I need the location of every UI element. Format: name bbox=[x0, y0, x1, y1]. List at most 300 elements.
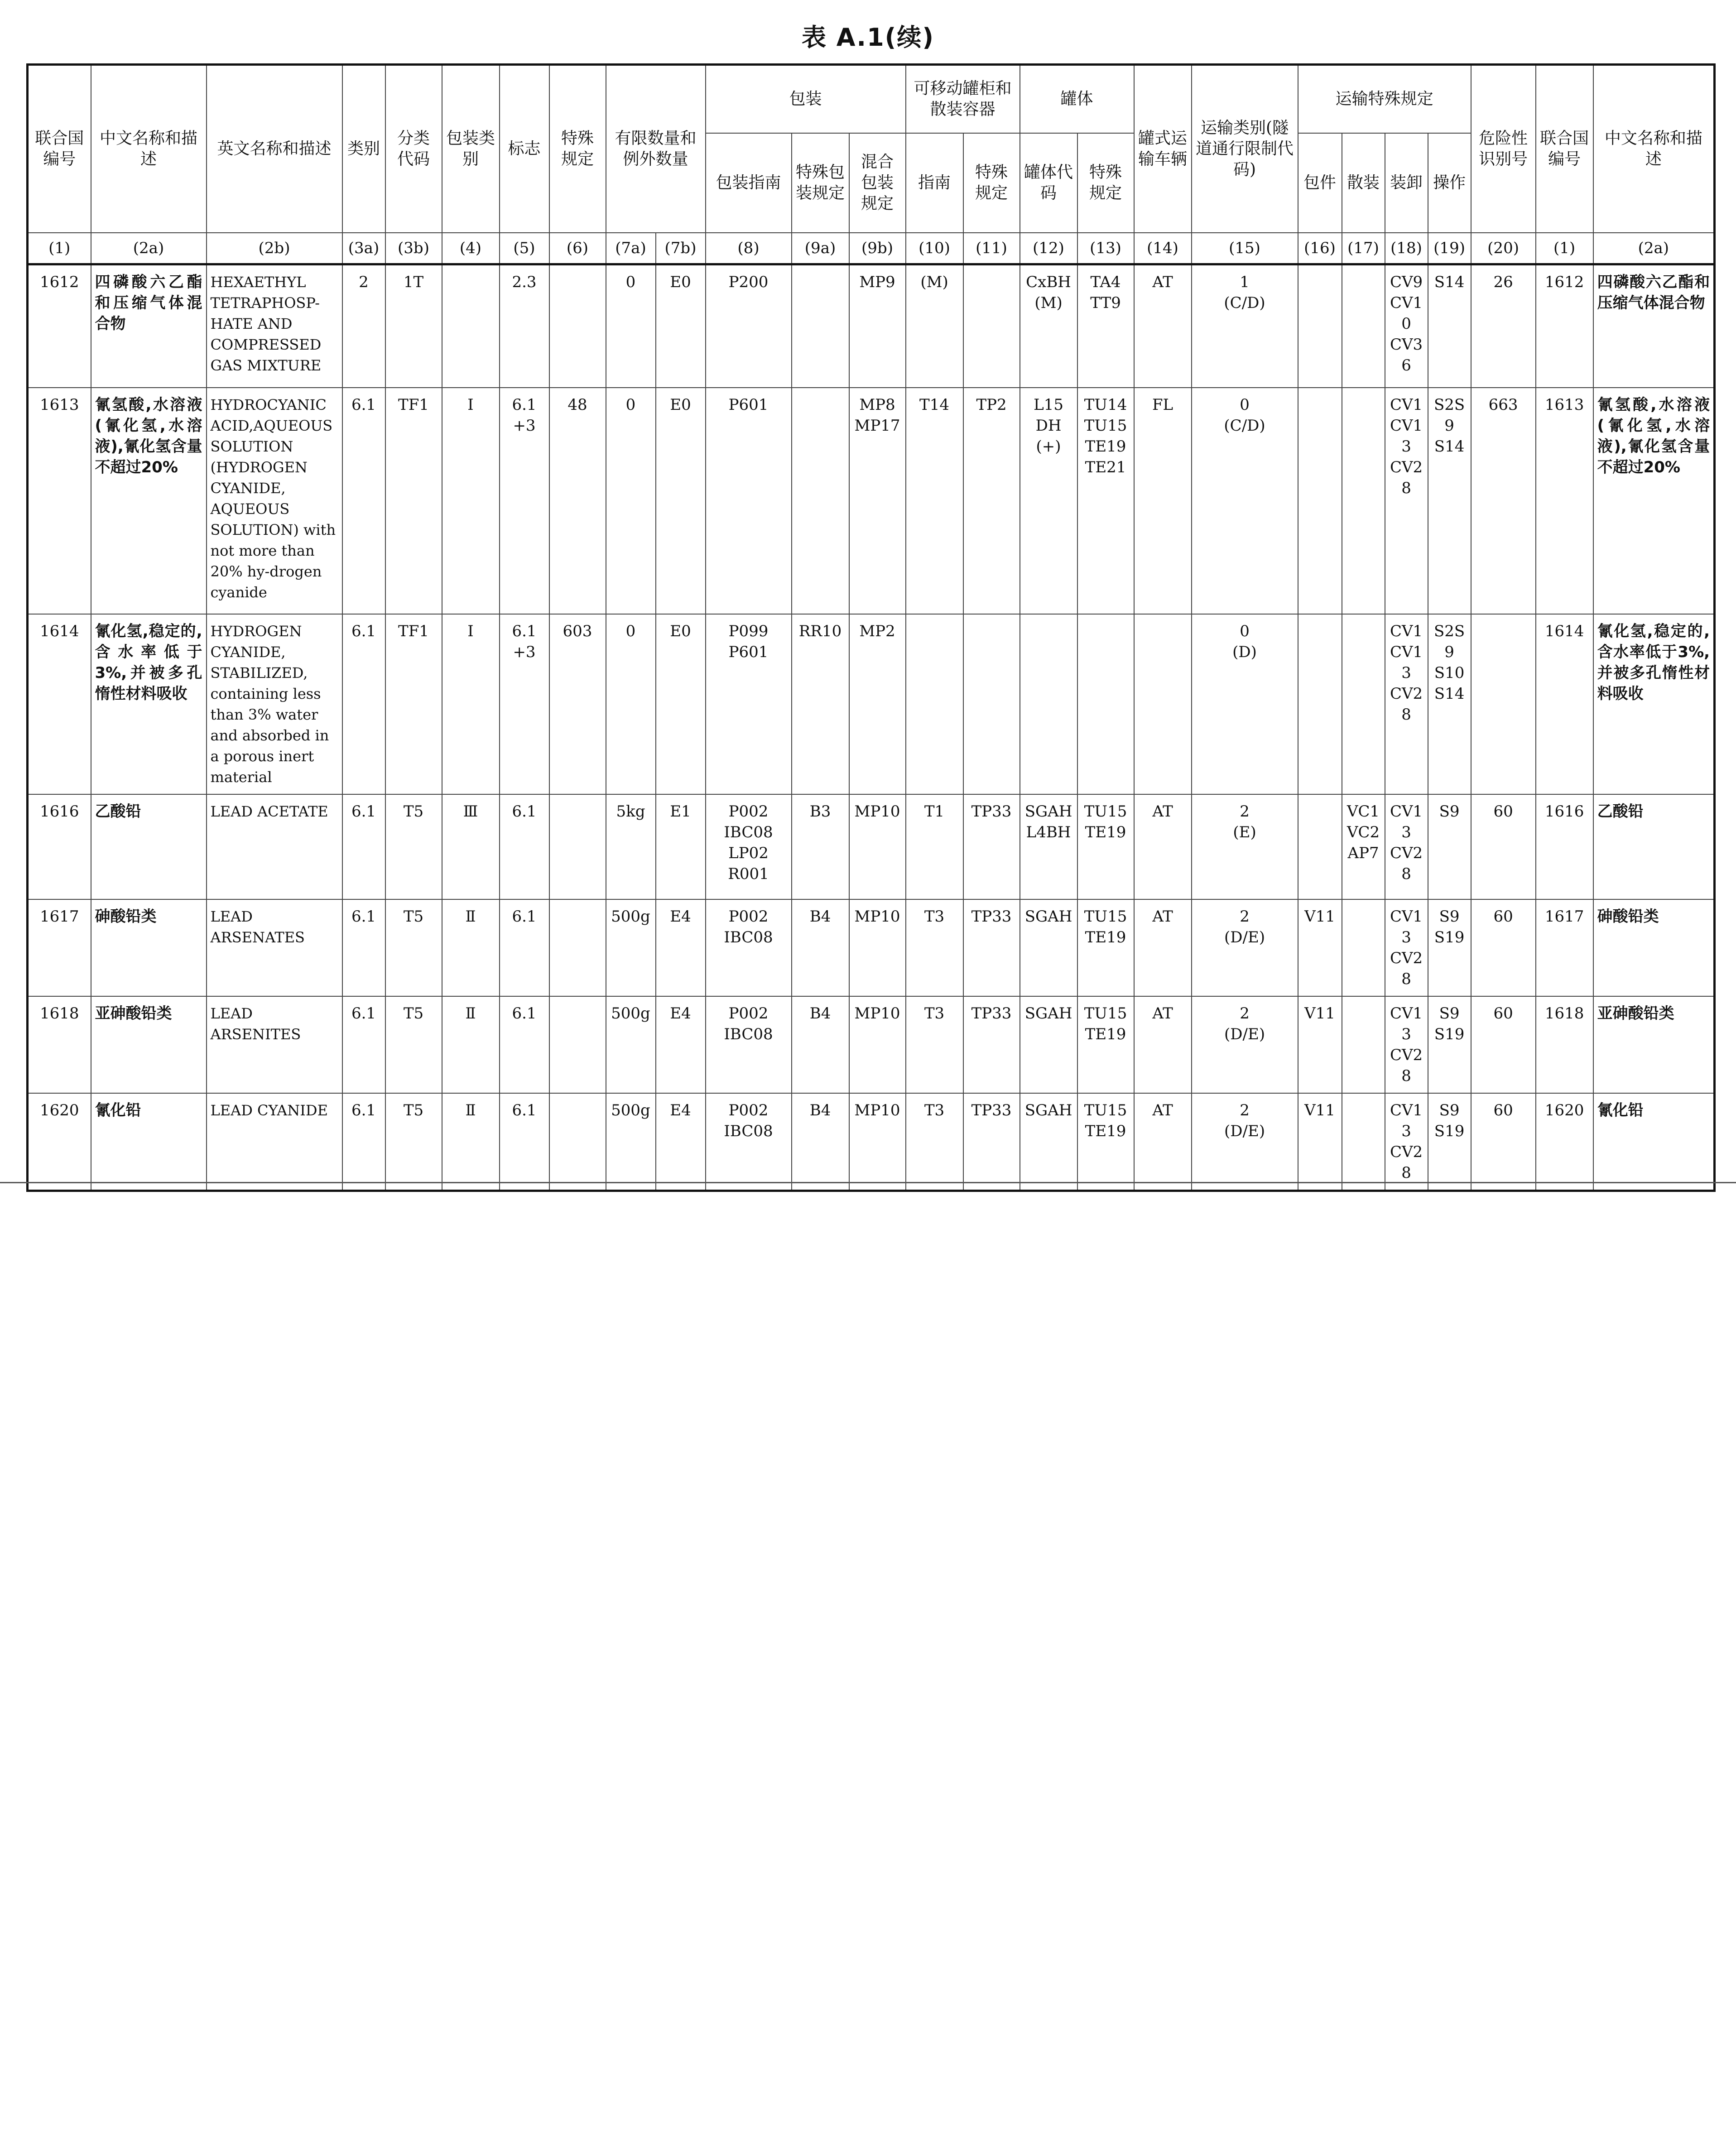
mixed-packing-line: MP17 bbox=[854, 416, 900, 435]
tank-vehicle-cell: AT bbox=[1134, 899, 1192, 996]
packing-group-cell: Ⅱ bbox=[442, 996, 500, 1093]
tank-code-line: SGAH bbox=[1024, 802, 1072, 821]
transport-category-line: 2 bbox=[1240, 802, 1250, 821]
packing-instr-line: IBC08 bbox=[724, 928, 773, 946]
labels-line: 6.1 bbox=[512, 395, 537, 414]
tank-code-cell bbox=[1020, 388, 1077, 614]
header-transport-category: 运输类别(隧道通行限制代码) bbox=[1192, 65, 1298, 233]
column-number: (11) bbox=[963, 233, 1020, 264]
pt-special-cell: TP33 bbox=[963, 794, 1020, 899]
un-no-cell: 1613 bbox=[28, 388, 91, 614]
column-number: (13) bbox=[1077, 233, 1134, 264]
ts-loading-line: CV13 bbox=[1390, 907, 1423, 946]
un-no-cell: 1617 bbox=[28, 899, 91, 996]
tank-code-cell bbox=[1020, 614, 1077, 794]
transport-category-line: (D) bbox=[1232, 643, 1257, 661]
column-number: (12) bbox=[1020, 233, 1077, 264]
tank-code-line: (+) bbox=[1036, 437, 1061, 456]
excepted-qty-cell: E4 bbox=[656, 899, 706, 996]
packing-instr-cell: P200 bbox=[706, 264, 792, 388]
labels-line: +3 bbox=[513, 643, 536, 661]
ts-packages-cell bbox=[1298, 794, 1342, 899]
ts-operation-line: S2S9 bbox=[1433, 395, 1465, 435]
labels-cell: 6.1 bbox=[500, 794, 549, 899]
column-number: (1) bbox=[1536, 233, 1593, 264]
column-number: (8) bbox=[706, 233, 792, 264]
limited-qty-cell: 0 bbox=[606, 388, 656, 614]
special-provisions-cell: 48 bbox=[549, 388, 606, 614]
header-limited-qty: 有限数量和例外数量 bbox=[606, 65, 706, 233]
class-cell: 6.1 bbox=[342, 794, 385, 899]
column-number: (1) bbox=[28, 233, 91, 264]
tank-special-cell bbox=[1077, 899, 1134, 996]
name-zh-cell: 砷酸铅类 bbox=[91, 899, 207, 996]
tank-special-line: TU15 bbox=[1084, 907, 1127, 926]
packing-group-cell: Ⅰ bbox=[442, 388, 500, 614]
header-special-provisions: 特殊规定 bbox=[549, 65, 606, 233]
class-cell: 6.1 bbox=[342, 1093, 385, 1191]
limited-qty-cell: 500g bbox=[606, 899, 656, 996]
tank-special-line: TU15 bbox=[1084, 802, 1127, 821]
packing-instr-line: IBC08 bbox=[724, 1122, 773, 1140]
packing-instr-line: IBC08 bbox=[724, 1025, 773, 1043]
ts-loading-line: CV10 bbox=[1390, 294, 1423, 333]
ts-loading-line: CV1 bbox=[1390, 395, 1423, 414]
transport-category-cell bbox=[1192, 264, 1298, 388]
column-number: (4) bbox=[442, 233, 500, 264]
tank-special-line: TE19 bbox=[1085, 1025, 1126, 1043]
ts-loading-line: CV28 bbox=[1390, 949, 1423, 988]
column-number: (7b) bbox=[656, 233, 706, 264]
tank-special-cell bbox=[1077, 264, 1134, 388]
header-transport-special: 运输特殊规定 bbox=[1298, 65, 1471, 134]
name-en-cell: LEAD CYANIDE bbox=[207, 1093, 342, 1191]
header-tank: 罐体 bbox=[1020, 65, 1134, 134]
tank-vehicle-cell bbox=[1134, 614, 1192, 794]
header-un-no-right: 联合国编号 bbox=[1536, 65, 1593, 233]
header-tank-vehicle: 罐式运输车辆 bbox=[1134, 65, 1192, 233]
pt-special-cell bbox=[963, 614, 1020, 794]
ts-operation-cell bbox=[1428, 614, 1471, 794]
un-no-cell: 1614 bbox=[28, 614, 91, 794]
transport-category-line: (E) bbox=[1233, 823, 1256, 841]
column-number: (5) bbox=[500, 233, 549, 264]
column-number: (2a) bbox=[91, 233, 207, 264]
packing-group-cell: Ⅰ bbox=[442, 614, 500, 794]
header-ts-loading: 装卸 bbox=[1385, 133, 1428, 233]
excepted-qty-cell: E4 bbox=[656, 1093, 706, 1191]
header-class-code: 分类代码 bbox=[385, 65, 442, 233]
header-pt-instructions: 指南 bbox=[906, 133, 963, 233]
special-packing-cell: RR10 bbox=[792, 614, 849, 794]
un-no-right-cell: 1613 bbox=[1536, 388, 1593, 614]
ts-packages-cell bbox=[1298, 388, 1342, 614]
ts-bulk-cell bbox=[1342, 1093, 1385, 1191]
un-no-right-cell: 1614 bbox=[1536, 614, 1593, 794]
ts-operation-line: S9 bbox=[1439, 907, 1460, 926]
class-cell: 6.1 bbox=[342, 996, 385, 1093]
transport-category-line: 2 bbox=[1240, 907, 1250, 926]
tank-vehicle-cell: AT bbox=[1134, 996, 1192, 1093]
ts-bulk-cell bbox=[1342, 388, 1385, 614]
transport-category-line: (C/D) bbox=[1224, 294, 1265, 312]
packing-instr-cell bbox=[706, 794, 792, 899]
ts-operation-line: S14 bbox=[1434, 437, 1465, 456]
packing-instr-line: P002 bbox=[728, 802, 769, 821]
hazard-id-cell: 663 bbox=[1471, 388, 1536, 614]
limited-qty-cell: 5kg bbox=[606, 794, 656, 899]
special-packing-cell bbox=[792, 264, 849, 388]
header-ts-bulk: 散装 bbox=[1342, 133, 1385, 233]
ts-loading-line: CV13 bbox=[1390, 1004, 1423, 1043]
transport-category-cell bbox=[1192, 899, 1298, 996]
tank-code-cell bbox=[1020, 794, 1077, 899]
class-code-cell: 1T bbox=[385, 264, 442, 388]
mixed-packing-cell: MP10 bbox=[849, 1093, 906, 1191]
un-no-cell: 1612 bbox=[28, 264, 91, 388]
excepted-qty-cell: E1 bbox=[656, 794, 706, 899]
limited-qty-cell: 0 bbox=[606, 614, 656, 794]
labels-cell: 2.3 bbox=[500, 264, 549, 388]
tank-special-cell bbox=[1077, 614, 1134, 794]
class-code-cell: TF1 bbox=[385, 614, 442, 794]
pt-instructions-cell: (M) bbox=[906, 264, 963, 388]
mixed-packing-cell bbox=[849, 388, 906, 614]
special-packing-cell: B4 bbox=[792, 899, 849, 996]
tank-special-line: TU15 bbox=[1084, 1004, 1127, 1023]
special-packing-cell: B4 bbox=[792, 1093, 849, 1191]
tank-vehicle-cell: FL bbox=[1134, 388, 1192, 614]
header-portable-tanks: 可移动罐柜和散装容器 bbox=[906, 65, 1020, 134]
special-provisions-cell bbox=[549, 264, 606, 388]
transport-category-line: 1 bbox=[1240, 273, 1250, 291]
special-provisions-cell bbox=[549, 1093, 606, 1191]
tank-special-line: TE19 bbox=[1085, 1122, 1126, 1140]
labels-cell: 6.1 bbox=[500, 996, 549, 1093]
column-number: (17) bbox=[1342, 233, 1385, 264]
hazard-id-cell bbox=[1471, 614, 1536, 794]
table-row bbox=[28, 388, 1715, 614]
header-name-en: 英文名称和描述 bbox=[207, 65, 342, 233]
un-no-right-cell: 1616 bbox=[1536, 794, 1593, 899]
labels-cell: 6.1 bbox=[500, 1093, 549, 1191]
excepted-qty-cell: E0 bbox=[656, 264, 706, 388]
ts-bulk-cell bbox=[1342, 264, 1385, 388]
name-zh-cell: 氰化铅 bbox=[91, 1093, 207, 1191]
name-zh-right-cell: 四磷酸六乙酯和压缩气体混合物 bbox=[1593, 264, 1715, 388]
packing-instr-line: LP02 bbox=[728, 844, 769, 862]
un-no-cell: 1618 bbox=[28, 996, 91, 1093]
ts-loading-line: CV13 bbox=[1390, 416, 1423, 456]
tank-special-line: TE21 bbox=[1085, 458, 1126, 476]
ts-operation-line: S9 bbox=[1439, 1004, 1460, 1023]
class-code-cell: T5 bbox=[385, 899, 442, 996]
pt-instructions-cell: T3 bbox=[906, 996, 963, 1093]
packing-group-cell: Ⅱ bbox=[442, 1093, 500, 1191]
tank-code-line: CxBH bbox=[1026, 273, 1071, 291]
ts-loading-line: CV13 bbox=[1390, 1101, 1423, 1140]
column-number: (3b) bbox=[385, 233, 442, 264]
ts-operation-line: S2S9 bbox=[1433, 622, 1465, 661]
special-provisions-cell bbox=[549, 794, 606, 899]
ts-loading-line: CV1 bbox=[1390, 622, 1423, 640]
ts-loading-cell bbox=[1385, 899, 1428, 996]
hazard-id-cell: 26 bbox=[1471, 264, 1536, 388]
mixed-packing-cell: MP2 bbox=[849, 614, 906, 794]
tank-special-line: TE19 bbox=[1085, 928, 1126, 946]
column-number: (2a) bbox=[1593, 233, 1715, 264]
transport-category-cell bbox=[1192, 388, 1298, 614]
mixed-packing-cell: MP10 bbox=[849, 794, 906, 899]
packing-group-cell: Ⅲ bbox=[442, 794, 500, 899]
column-number: (20) bbox=[1471, 233, 1536, 264]
name-zh-right-cell: 氰氢酸,水溶液(氰化氢,水溶液),氰化氢含量不超过20% bbox=[1593, 388, 1715, 614]
mixed-packing-line: MP8 bbox=[859, 395, 895, 414]
transport-category-line: (D/E) bbox=[1224, 1122, 1265, 1140]
pt-special-cell: TP33 bbox=[963, 899, 1020, 996]
tank-code-line: (M) bbox=[1034, 294, 1063, 312]
name-zh-cell: 乙酸铅 bbox=[91, 794, 207, 899]
header-packing-group: 包装类别 bbox=[442, 65, 500, 233]
un-no-cell: 1620 bbox=[28, 1093, 91, 1191]
column-number: (7a) bbox=[606, 233, 656, 264]
ts-loading-cell bbox=[1385, 614, 1428, 794]
ts-operation-cell bbox=[1428, 1093, 1471, 1191]
hazard-id-cell: 60 bbox=[1471, 996, 1536, 1093]
name-en-cell: HYDROCYANIC ACID,AQUEOUS SOLUTION (HYDROGEN CYANIDE, AQUEOUS SOLUTION) with not more than 20% hy-drogen cyanide bbox=[207, 388, 342, 614]
table-row bbox=[28, 1093, 1715, 1191]
ts-loading-line: CV28 bbox=[1390, 1046, 1423, 1085]
header-special-packing: 特殊包装规定 bbox=[792, 133, 849, 233]
transport-category-line: (D/E) bbox=[1224, 928, 1265, 946]
ts-operation-cell bbox=[1428, 899, 1471, 996]
ts-loading-cell bbox=[1385, 794, 1428, 899]
tank-special-cell bbox=[1077, 794, 1134, 899]
tank-special-cell bbox=[1077, 1093, 1134, 1191]
class-code-cell: T5 bbox=[385, 794, 442, 899]
ts-loading-line: CV9 bbox=[1390, 273, 1423, 291]
ts-loading-line: CV28 bbox=[1390, 458, 1423, 497]
header-mixed-packing: 混合包装规定 bbox=[849, 133, 906, 233]
header-ts-operation: 操作 bbox=[1428, 133, 1471, 233]
packing-instr-cell bbox=[706, 996, 792, 1093]
column-number: (2b) bbox=[207, 233, 342, 264]
header-class: 类别 bbox=[342, 65, 385, 233]
table-row bbox=[28, 899, 1715, 996]
table-row bbox=[28, 614, 1715, 794]
header-un-no: 联合国编号 bbox=[28, 65, 91, 233]
ts-operation-cell bbox=[1428, 388, 1471, 614]
name-zh-right-cell: 氰化氢,稳定的,含水率低于3%,并被多孔惰性材料吸收 bbox=[1593, 614, 1715, 794]
ts-packages-cell: V11 bbox=[1298, 1093, 1342, 1191]
special-packing-cell: B4 bbox=[792, 996, 849, 1093]
transport-category-line: (C/D) bbox=[1224, 416, 1265, 435]
ts-operation-line: S9 bbox=[1439, 1101, 1460, 1119]
tank-special-line: TU15 bbox=[1084, 1101, 1127, 1119]
ts-operation-line: S19 bbox=[1434, 928, 1465, 946]
ts-loading-line: CV28 bbox=[1390, 684, 1423, 724]
class-cell: 6.1 bbox=[342, 614, 385, 794]
packing-group-cell: Ⅱ bbox=[442, 899, 500, 996]
transport-category-cell bbox=[1192, 614, 1298, 794]
ts-loading-cell bbox=[1385, 264, 1428, 388]
ts-operation-line: S10 bbox=[1434, 663, 1465, 682]
column-number: (9b) bbox=[849, 233, 906, 264]
un-no-right-cell: 1620 bbox=[1536, 1093, 1593, 1191]
ts-bulk-line: VC2 bbox=[1346, 823, 1380, 841]
name-en-cell: HYDROGEN CYANIDE, STABILIZED, containing less than 3% water and absorbed in a porous inert material bbox=[207, 614, 342, 794]
name-zh-right-cell: 亚砷酸铅类 bbox=[1593, 996, 1715, 1093]
header-ts-packages: 包件 bbox=[1298, 133, 1342, 233]
transport-category-line: 2 bbox=[1240, 1004, 1250, 1023]
tank-vehicle-cell: AT bbox=[1134, 794, 1192, 899]
labels-cell: 6.1 bbox=[500, 899, 549, 996]
transport-category-cell bbox=[1192, 1093, 1298, 1191]
tank-special-cell bbox=[1077, 388, 1134, 614]
ts-packages-cell: V11 bbox=[1298, 996, 1342, 1093]
ts-operation-cell: S9 bbox=[1428, 794, 1471, 899]
packing-instr-line: IBC08 bbox=[724, 823, 773, 841]
dangerous-goods-table-container bbox=[26, 63, 1711, 1192]
column-number: (16) bbox=[1298, 233, 1342, 264]
excepted-qty-cell: E4 bbox=[656, 996, 706, 1093]
pt-instructions-cell: T3 bbox=[906, 899, 963, 996]
ts-operation-cell bbox=[1428, 996, 1471, 1093]
column-number: (10) bbox=[906, 233, 963, 264]
table-header bbox=[28, 65, 1715, 264]
tank-code-cell bbox=[1020, 264, 1077, 388]
class-cell: 2 bbox=[342, 264, 385, 388]
packing-group-cell bbox=[442, 264, 500, 388]
column-number: (6) bbox=[549, 233, 606, 264]
table-title: 表 A.1(续) bbox=[801, 23, 935, 52]
name-en-cell: LEAD ARSENITES bbox=[207, 996, 342, 1093]
column-number-row bbox=[28, 233, 1715, 264]
name-zh-cell: 四磷酸六乙酯和压缩气体混合物 bbox=[91, 264, 207, 388]
transport-category-line: 0 bbox=[1240, 622, 1250, 640]
ts-loading-line: CV13 bbox=[1390, 802, 1423, 841]
page-divider bbox=[0, 1182, 1736, 1183]
packing-instr-cell bbox=[706, 1093, 792, 1191]
column-number: (14) bbox=[1134, 233, 1192, 264]
tank-special-line: TE19 bbox=[1085, 823, 1126, 841]
transport-category-line: 2 bbox=[1240, 1101, 1250, 1119]
special-provisions-cell bbox=[549, 899, 606, 996]
tank-special-line: TE19 bbox=[1085, 437, 1126, 456]
tank-code-cell: SGAH bbox=[1020, 996, 1077, 1093]
class-cell: 6.1 bbox=[342, 388, 385, 614]
ts-operation-cell: S14 bbox=[1428, 264, 1471, 388]
packing-instr-line: P601 bbox=[728, 643, 769, 661]
ts-loading-cell bbox=[1385, 1093, 1428, 1191]
mixed-packing-cell: MP10 bbox=[849, 996, 906, 1093]
ts-loading-cell bbox=[1385, 388, 1428, 614]
special-packing-cell: B3 bbox=[792, 794, 849, 899]
ts-loading-line: CV13 bbox=[1390, 643, 1423, 682]
pt-special-cell: TP33 bbox=[963, 996, 1020, 1093]
hazard-id-cell: 60 bbox=[1471, 794, 1536, 899]
ts-operation-line: S14 bbox=[1434, 684, 1465, 703]
mixed-packing-cell: MP10 bbox=[849, 899, 906, 996]
hazard-id-cell: 60 bbox=[1471, 899, 1536, 996]
tank-special-line: TU14 bbox=[1084, 395, 1127, 414]
ts-bulk-cell bbox=[1342, 614, 1385, 794]
ts-loading-line: CV28 bbox=[1390, 844, 1423, 883]
column-number: (3a) bbox=[342, 233, 385, 264]
tank-code-line: L4BH bbox=[1026, 823, 1071, 841]
name-en-cell: LEAD ACETATE bbox=[207, 794, 342, 899]
labels-cell bbox=[500, 614, 549, 794]
column-number: (18) bbox=[1385, 233, 1428, 264]
packing-instr-cell bbox=[706, 614, 792, 794]
class-code-cell: T5 bbox=[385, 1093, 442, 1191]
column-number: (19) bbox=[1428, 233, 1471, 264]
ts-operation-line: S19 bbox=[1434, 1122, 1465, 1140]
pt-instructions-cell bbox=[906, 614, 963, 794]
class-cell: 6.1 bbox=[342, 899, 385, 996]
ts-loading-line: CV28 bbox=[1390, 1143, 1423, 1182]
un-no-right-cell: 1618 bbox=[1536, 996, 1593, 1093]
hazard-id-cell: 60 bbox=[1471, 1093, 1536, 1191]
dangerous-goods-table bbox=[26, 63, 1716, 1192]
transport-category-line: (D/E) bbox=[1224, 1025, 1265, 1043]
un-no-cell: 1616 bbox=[28, 794, 91, 899]
ts-bulk-line: AP7 bbox=[1347, 844, 1379, 862]
pt-instructions-cell: T14 bbox=[906, 388, 963, 614]
limited-qty-cell: 500g bbox=[606, 996, 656, 1093]
labels-line: +3 bbox=[513, 416, 536, 435]
ts-bulk-line: VC1 bbox=[1346, 802, 1380, 821]
special-provisions-cell: 603 bbox=[549, 614, 606, 794]
name-zh-right-cell: 氰化铅 bbox=[1593, 1093, 1715, 1191]
tank-special-cell bbox=[1077, 996, 1134, 1093]
header-packaging: 包装 bbox=[706, 65, 906, 134]
tank-code-cell: SGAH bbox=[1020, 899, 1077, 996]
pt-special-cell bbox=[963, 264, 1020, 388]
header-labels: 标志 bbox=[500, 65, 549, 233]
name-zh-cell: 氰化氢,稳定的,含水率低于3%,并被多孔惰性材料吸收 bbox=[91, 614, 207, 794]
tank-vehicle-cell: AT bbox=[1134, 1093, 1192, 1191]
labels-line: 6.1 bbox=[512, 622, 537, 640]
tank-code-line: L15 bbox=[1034, 395, 1063, 414]
tank-special-line: TA4 bbox=[1090, 273, 1121, 291]
transport-category-cell bbox=[1192, 794, 1298, 899]
ts-loading-line: CV36 bbox=[1390, 336, 1423, 375]
special-provisions-cell bbox=[549, 996, 606, 1093]
header-name-zh: 中文名称和描述 bbox=[91, 65, 207, 233]
un-no-right-cell: 1617 bbox=[1536, 899, 1593, 996]
tank-code-line: DH bbox=[1035, 416, 1062, 435]
packing-instr-line: P099 bbox=[728, 622, 769, 640]
header-tank-special: 特殊规定 bbox=[1077, 133, 1134, 233]
ts-packages-cell bbox=[1298, 614, 1342, 794]
name-en-cell: HEXAETHYL TETRAPHOSP-HATE AND COMPRESSED GAS MIXTURE bbox=[207, 264, 342, 388]
tank-code-cell: SGAH bbox=[1020, 1093, 1077, 1191]
packing-instr-line: P002 bbox=[728, 907, 769, 926]
limited-qty-cell: 0 bbox=[606, 264, 656, 388]
transport-category-line: 0 bbox=[1240, 395, 1250, 414]
name-zh-right-cell: 砷酸铅类 bbox=[1593, 899, 1715, 996]
name-en-cell: LEAD ARSENATES bbox=[207, 899, 342, 996]
ts-bulk-cell bbox=[1342, 899, 1385, 996]
un-no-right-cell: 1612 bbox=[1536, 264, 1593, 388]
pt-instructions-cell: T1 bbox=[906, 794, 963, 899]
name-zh-right-cell: 乙酸铅 bbox=[1593, 794, 1715, 899]
table-row bbox=[28, 264, 1715, 388]
name-zh-cell: 亚砷酸铅类 bbox=[91, 996, 207, 1093]
class-code-cell: T5 bbox=[385, 996, 442, 1093]
tank-special-line: TU15 bbox=[1084, 416, 1127, 435]
